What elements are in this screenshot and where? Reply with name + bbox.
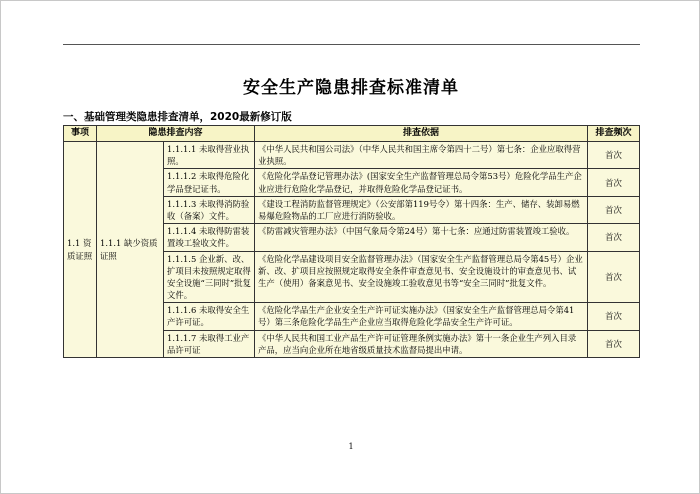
table-header-row (64, 126, 640, 142)
content-cell: 1.1.1.2 未取得危险化学品登记证书。 (164, 169, 255, 196)
frequency-cell: 首次 (588, 196, 640, 223)
basis-cell: 《防雷减灾管理办法》（中国气象局令第24号）第十七条：应通过防雷装置竣工验收。 (255, 224, 588, 251)
basis-cell: 《中华人民共和国工业产品生产许可证管理条例实施办法》第十一条企业生产列入目录产品，应当向企业所在地省级质量技术监督局提出申请。 (255, 330, 588, 357)
content-cell: 1.1.1.4 未取得防雷装置竣工验收文件。 (164, 224, 255, 251)
document-title: 安全生产隐患排查标准清单 (243, 78, 459, 98)
basis-cell: 《危险化学品生产企业安全生产许可证实施办法》（国家安全生产监督管理总局令第41号）第三条危险化学品生产企业应当取得危险化学品安全生产许可证。 (255, 303, 588, 330)
basis-cell: 《中华人民共和国公司法》（中华人民共和国主席令第四十二号）第七条：企业应取得营业执照。 (255, 142, 588, 169)
content-cell: 1.1.1.5 企业新、改、扩项目未按照规定取得安全设施“三同时”批复文件。 (164, 251, 255, 303)
content-cell: 1.1.1.1 未取得营业执照。 (164, 142, 255, 169)
header-rule (63, 44, 640, 45)
frequency-cell: 首次 (588, 251, 640, 303)
header-basis: 排查依据 (255, 126, 588, 142)
content-cell: 1.1.1.7 未取得工业产品许可证 (164, 330, 255, 357)
header-frequency: 排查频次 (588, 126, 640, 142)
frequency-cell: 首次 (588, 303, 640, 330)
content-cell: 1.1.1.3 未取得消防验收（备案）文件。 (164, 196, 255, 223)
page-number: 1 (348, 442, 354, 451)
frequency-cell: 首次 (588, 142, 640, 169)
content-cell: 1.1.1.6 未取得安全生产许可证。 (164, 303, 255, 330)
hazard-checklist-table (63, 125, 640, 358)
basis-cell: 《建设工程消防监督管理规定》（公安部第119号令）第十四条：生产、储存、装卸易燃易爆危险物品的工厂应进行消防验收。 (255, 196, 588, 223)
subcategory-cell: 1.1.1 缺少资质证照 (97, 142, 164, 358)
section-heading: 一、基础管理类隐患排查清单，2020最新修订版 (63, 111, 292, 123)
header-item: 事项 (64, 126, 97, 142)
basis-cell: 《危险化学品登记管理办法》(国家安全生产监督管理总局令第53号）危险化学品生产企业应进行危险化学品登记，并取得危险化学品登记证书。 (255, 169, 588, 196)
table-row (64, 142, 640, 169)
category-cell: 1.1 资质证照 (64, 142, 97, 358)
frequency-cell: 首次 (588, 224, 640, 251)
frequency-cell: 首次 (588, 330, 640, 357)
frequency-cell: 首次 (588, 169, 640, 196)
basis-cell: 《危险化学品建设项目安全监督管理办法》（国家安全生产监督管理总局令第45号）企业新、改、扩项目应按照规定取得安全条件审查意见书、安全设施设计的审查意见书、试生产（使用）备案意见书、安全设施竣工验收意见书等“安全三同时”批复文件。 (255, 251, 588, 303)
header-content: 隐患排查内容 (97, 126, 255, 142)
